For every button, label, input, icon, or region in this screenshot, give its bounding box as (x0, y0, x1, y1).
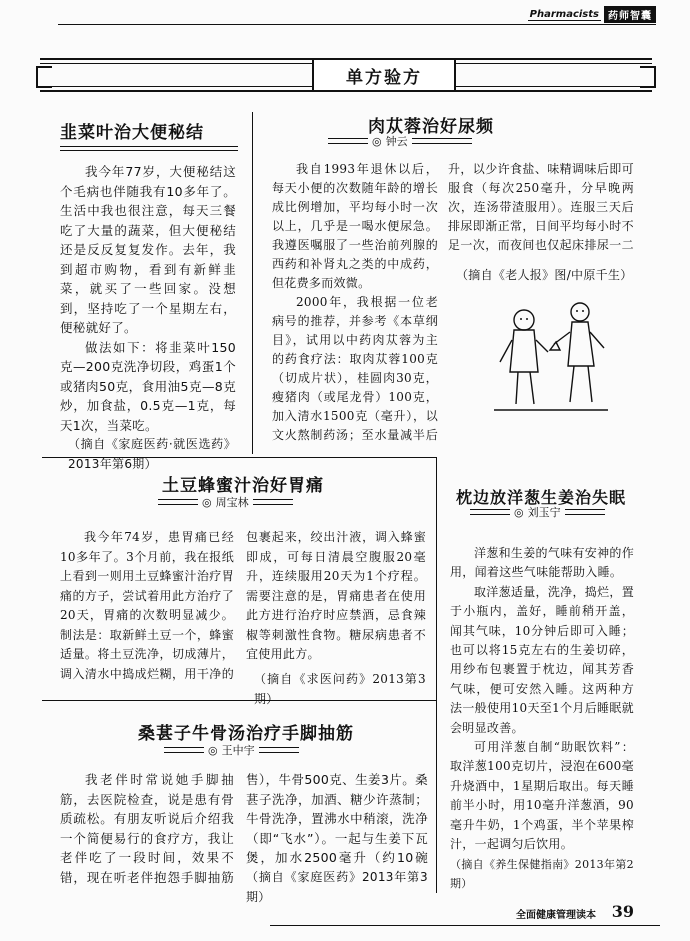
byline-rule (253, 499, 293, 505)
byline-potato (158, 494, 293, 510)
article-body-cistanche-cont (448, 160, 634, 256)
byline-rule (259, 747, 299, 753)
brand-english: Pharmacists (529, 8, 599, 20)
byline-rule (470, 509, 510, 515)
byline-rule (565, 509, 605, 515)
byline-cistanche (328, 133, 472, 149)
article-source: （摘自《求医问药》2013第3期） (254, 672, 426, 706)
author-mark-icon: ◎ (202, 495, 212, 509)
article-body-leek (60, 162, 236, 474)
header-rule (58, 24, 656, 25)
paragraph: 可用洋葱自制“助眠饮料”：取洋葱100克切片，浸泡在600毫升烧酒中，1星期后取出。每天睡前半小时，用10毫升洋葱酒，90毫升牛奶，1个鸡蛋，半个苹果榨汁，一起调匀后饮用。 (450, 740, 634, 852)
author-mark-icon: ◎ (372, 134, 382, 148)
article-title-mulberry: 桑葚子牛骨汤治疗手脚抽筋 (138, 724, 354, 744)
paragraph-continued: 包裹起来，绞出汁液，调入蜂蜜即成，可每日清晨空腹服20毫升，连续服用20天为1个疗程。需要注意的是，胃痛患者在使用此方进行治疗时应禁酒，忌食辣椒等刺激性食物。糖尿病患者不宜使用此方。 (246, 530, 426, 661)
article-body-potato (60, 528, 234, 684)
byline-rule (412, 138, 472, 144)
byline-mulberry (164, 742, 299, 758)
section-title: 单方验方 (312, 60, 456, 90)
paragraph: 我老伴时常说她手脚抽筋，去医院检查，说是患有骨质疏松。有朋友听说后介绍我一个简便易行的食疗方，我让老伴吃了一段时间，效果不错，现在听老伴抱怨手脚抽筋 (60, 772, 234, 885)
byline-rule (158, 499, 198, 505)
section-rule (42, 457, 436, 458)
author-mark-icon: ◎ (208, 743, 218, 757)
footer-rule (270, 925, 660, 926)
paragraph: 取洋葱适量，洗净，捣烂，置于小瓶内，盖好，睡前稍开盖，闻其气味，10分钟后即可入睡；也可以将15克左右的生姜切碎，用纱布包裹置于枕边，闻其芳香气味，便可安然入睡。这两种方法一般使用10天至1个月后睡眠就会明显改善。 (450, 584, 634, 735)
article-title-onion: 枕边放洋葱生姜治失眠 (456, 488, 627, 507)
author-name: 钟云 (385, 135, 408, 148)
article-title-cistanche: 肉苁蓉治好尿频 (368, 117, 494, 137)
article-source: （摘自《养生保健指南》2013年第2期） (450, 857, 634, 890)
column-divider (252, 112, 253, 454)
page-number: 39 (611, 902, 634, 921)
banner-left-bracket (36, 66, 52, 88)
article-body-potato-cont (246, 528, 426, 709)
author-name: 王中宇 (221, 744, 255, 757)
author-name: 周宝林 (215, 496, 249, 509)
banner-right-bracket (640, 66, 656, 88)
article-body-mulberry-cont (246, 770, 428, 907)
article-body-cistanche (272, 160, 438, 445)
paragraph: 洋葱和生姜的气味有安神的作用，闻着这些气味能帮助入睡。 (450, 546, 634, 580)
title-underline-leek (60, 146, 238, 151)
author-mark-icon: ◎ (514, 505, 524, 519)
magazine-header (528, 6, 656, 23)
cartoon-illustration (484, 292, 616, 420)
article-source: （摘自《家庭医药》2013年第3期） (246, 870, 428, 904)
paragraph: 我今年77岁，大便秘结这个毛病也伴随我有10多年了。生活中我也很注意，每天三餐吃了大量的蔬菜，但大便秘结还是反反复复发作。去年，我到超市购物，看到有新鲜韭菜，就买了一些回家。没想到，坚持吃了一个星期左右，便秘就好了。 (60, 164, 236, 335)
article-title-leek: 韭菜叶治大便秘结 (60, 123, 204, 143)
article-body-mulberry (60, 770, 234, 888)
byline-onion (470, 504, 605, 520)
author-name: 刘玉宁 (527, 506, 561, 519)
column-divider (436, 457, 437, 893)
brand-chinese: 药师智囊 (604, 6, 656, 23)
paragraph: 我自1993年退休以后，每天小便的次数随年龄的增长成比例增加，平均每小时一次以上，几乎是一喝水便尿急。我遵医嘱服了一些治前列腺的西药和补肾丸之类的中成药，但花费多而效微。 (272, 162, 438, 290)
footer-magazine-name: 全面健康管理读本 (516, 910, 596, 921)
section-banner (40, 58, 652, 92)
section-rule (42, 700, 436, 701)
paragraph: 2000年，我根据一位老病号的推荐，并参考《本草纲目》，试用以中药肉苁蓉为主的药食疗法：取肉苁蓉100克（切成片状），桂圆肉30克，瘦猪肉（或尾龙骨）100克，加入清水1500克（毫升），以文火熬制药汤；至水量减半后 (272, 295, 438, 442)
article-source: （摘自《家庭医药·就医选药》2013年第6期） (68, 437, 236, 471)
source-cistanche (448, 266, 638, 286)
byline-rule (164, 747, 204, 753)
article-title-potato: 土豆蜂蜜汁治好胃痛 (162, 476, 324, 496)
paragraph: 做法如下：将韭菜叶150克—200克洗净切段，鸡蛋1个或猪肉50克，食用油5克—8克炒，加食盐，0.5克—1克，每天1次，当菜吃。 (60, 339, 236, 433)
byline-rule (328, 138, 368, 144)
paragraph: 我今年74岁，患胃痛已经10多年了。3个月前，我在报纸上看到一则用土豆蜂蜜汁治疗胃痛的方子，尝试着用此方治疗了20天，胃痛的次数明显减少。制法是：取新鲜土豆一个，蜂蜜适量。将土豆洗净，切成薄片，调入清水中捣成烂糊，用干净的 (60, 530, 234, 681)
paragraph-continued: 升，以少许食盐、味精调味后即可服食（每次250毫升，分早晚两次，连汤带渣服用）。连服三天后排尿即渐正常，日间平均每小时不足一次，而夜间也仅起床排尿一二 (448, 162, 634, 252)
paragraph-continued: 售），牛骨500克、生姜3片。桑葚子洗净，加酒、糖少许蒸制；牛骨洗净，置沸水中稍滚，洗净（即“飞水”）。一起与生姜下瓦煲，加水2500毫升（约10碗 (246, 772, 428, 865)
article-source: （摘自《老人报》图/中原千生） (456, 268, 633, 282)
article-body-onion (450, 544, 634, 893)
